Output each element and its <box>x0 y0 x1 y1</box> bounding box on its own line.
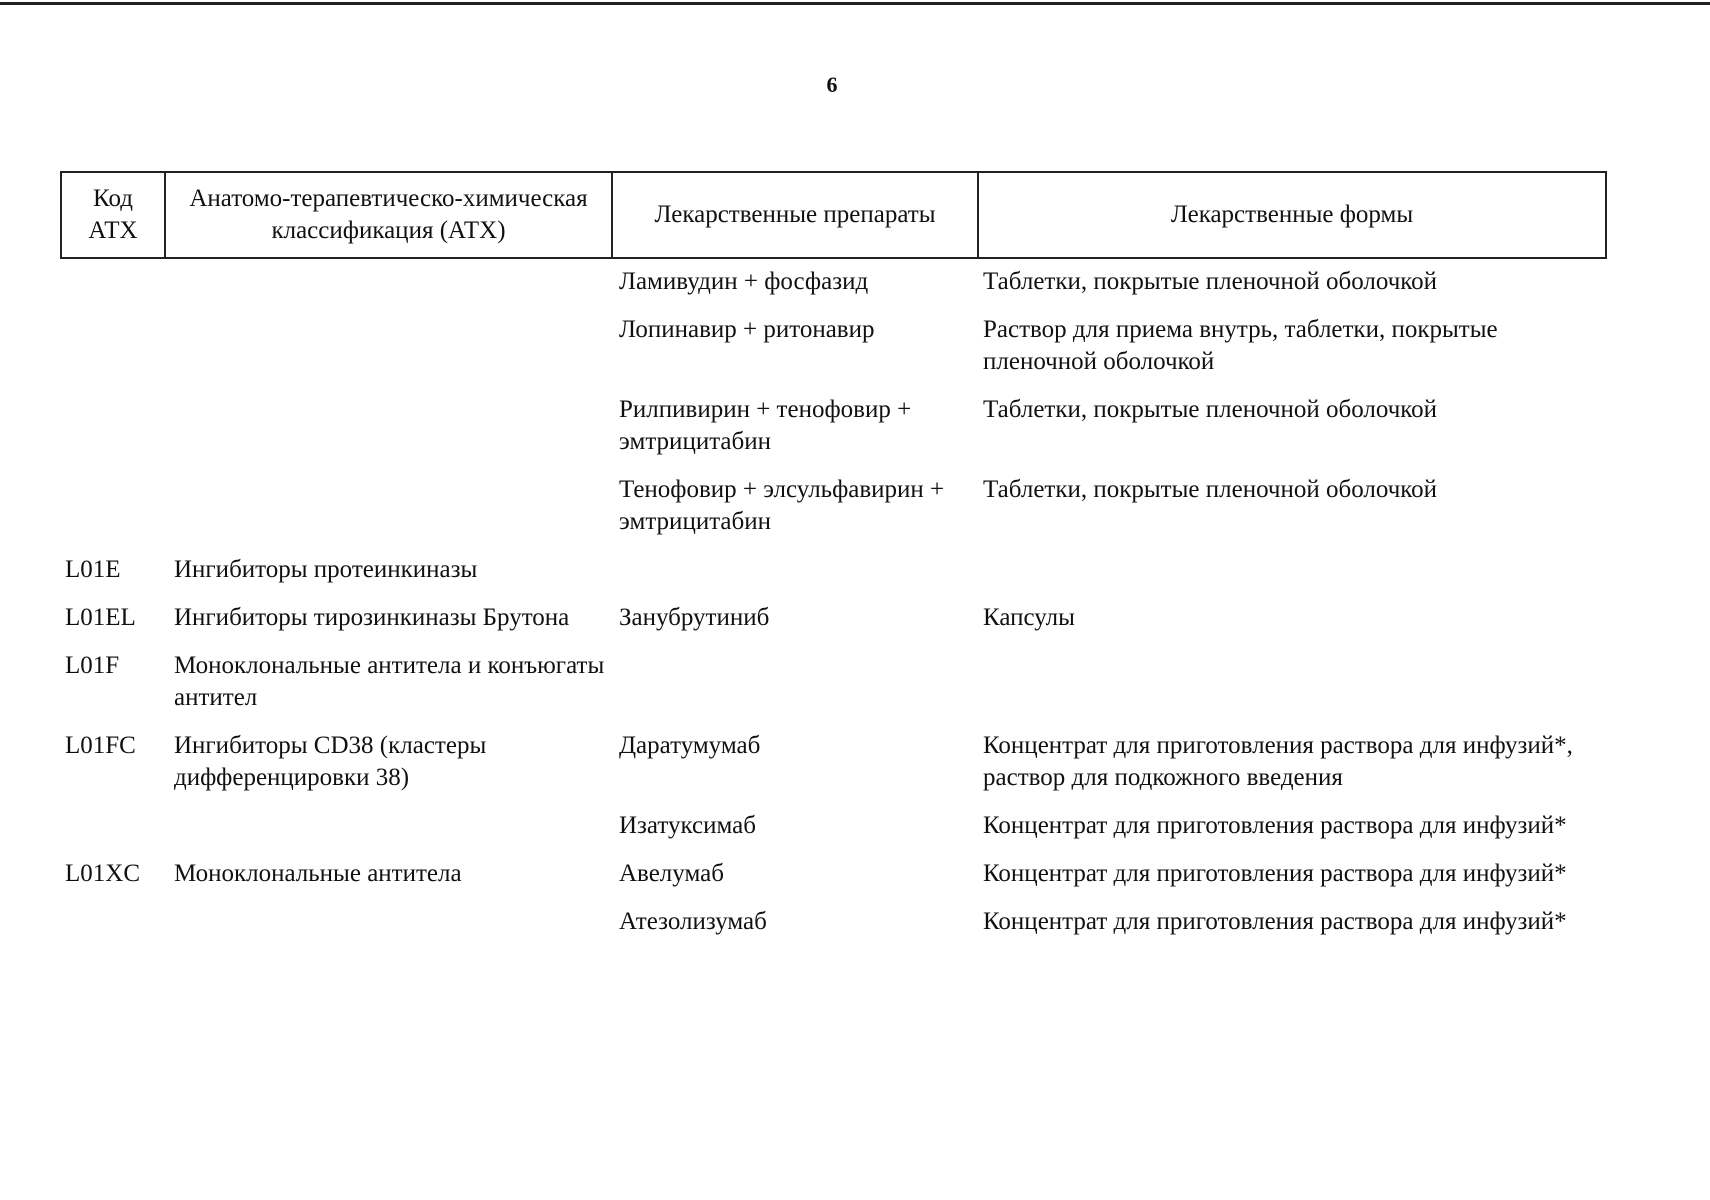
atc-classification <box>164 474 611 554</box>
atc-code: L01E <box>65 556 121 583</box>
dosage-form: Таблетки, покрытые пленочной оболочкой <box>983 268 1438 295</box>
drug-name: Даратумумаб <box>619 732 761 759</box>
atc-classification <box>164 810 611 858</box>
table-row <box>60 906 1605 954</box>
atc-code <box>60 266 164 314</box>
atc-code: L01XC <box>65 860 140 887</box>
dosage-form: Концентрат для приготовления раствора для инфузий* <box>983 908 1567 935</box>
atc-classification: Ингибиторы CD38 (кластеры дифференцировки 38) <box>174 732 487 791</box>
atc-classification <box>164 906 611 954</box>
dosage-form <box>977 554 1605 602</box>
top-rule <box>0 2 1710 5</box>
drug-name: Занубрутиниб <box>619 604 770 631</box>
header-code: Код АТХ <box>61 172 165 258</box>
table-row <box>60 266 1605 314</box>
table-row <box>60 554 1605 602</box>
atc-code: L01F <box>65 652 120 679</box>
table-row <box>60 394 1605 474</box>
atc-code <box>60 474 164 554</box>
dosage-form: Концентрат для приготовления раствора для инфузий* <box>983 812 1567 839</box>
dosage-form: Концентрат для приготовления раствора для инфузий* <box>983 860 1567 887</box>
table-row <box>60 858 1605 906</box>
dosage-form: Таблетки, покрытые пленочной оболочкой <box>983 476 1438 503</box>
drug-name <box>611 554 977 602</box>
dosage-form <box>977 650 1605 730</box>
drug-name: Изатуксимаб <box>619 812 756 839</box>
header-classification: Анатомо-терапевтическо-химическая классификация (АТХ) <box>165 172 612 258</box>
table-row <box>60 730 1605 810</box>
page-number: 6 <box>826 72 838 97</box>
table-row <box>60 810 1605 858</box>
dosage-form: Раствор для приема внутрь, таблетки, покрытые пленочной оболочкой <box>983 316 1498 375</box>
atc-classification: Моноклональные антитела <box>174 860 462 887</box>
drug-name <box>611 650 977 730</box>
table-header <box>60 171 1607 259</box>
header-drugs: Лекарственные препараты <box>612 172 978 258</box>
table-row <box>60 474 1605 554</box>
table-row <box>60 602 1605 650</box>
atc-classification: Моноклональные антитела и конъюгаты антител <box>174 652 605 711</box>
atc-classification <box>164 394 611 474</box>
table-row <box>60 650 1605 730</box>
header-forms: Лекарственные формы <box>978 172 1606 258</box>
dosage-form: Таблетки, покрытые пленочной оболочкой <box>983 396 1438 423</box>
drug-name: Тенофовир + элсульфавирин + эмтрицитабин <box>619 476 945 535</box>
dosage-form: Капсулы <box>983 604 1075 631</box>
atc-code <box>60 906 164 954</box>
drug-name: Ламивудин + фосфазид <box>619 268 869 295</box>
atc-classification: Ингибиторы тирозинкиназы Брутона <box>174 604 570 631</box>
table-body <box>60 266 1605 954</box>
drug-name: Атезолизумаб <box>619 908 767 935</box>
atc-code <box>60 314 164 394</box>
dosage-form: Концентрат для приготовления раствора для инфузий*, раствор для подкожного введения <box>983 732 1573 791</box>
atc-classification <box>164 266 611 314</box>
drug-name: Рилпивирин + тенофовир + эмтрицитабин <box>619 396 912 455</box>
drug-name: Лопинавир + ритонавир <box>619 316 875 343</box>
atc-classification: Ингибиторы протеинкиназы <box>174 556 478 583</box>
atc-code <box>60 394 164 474</box>
table-row <box>60 314 1605 394</box>
atc-code <box>60 810 164 858</box>
atc-code: L01EL <box>65 604 136 631</box>
atc-code: L01FC <box>65 732 136 759</box>
drug-name: Авелумаб <box>619 860 724 887</box>
atc-classification <box>164 314 611 394</box>
